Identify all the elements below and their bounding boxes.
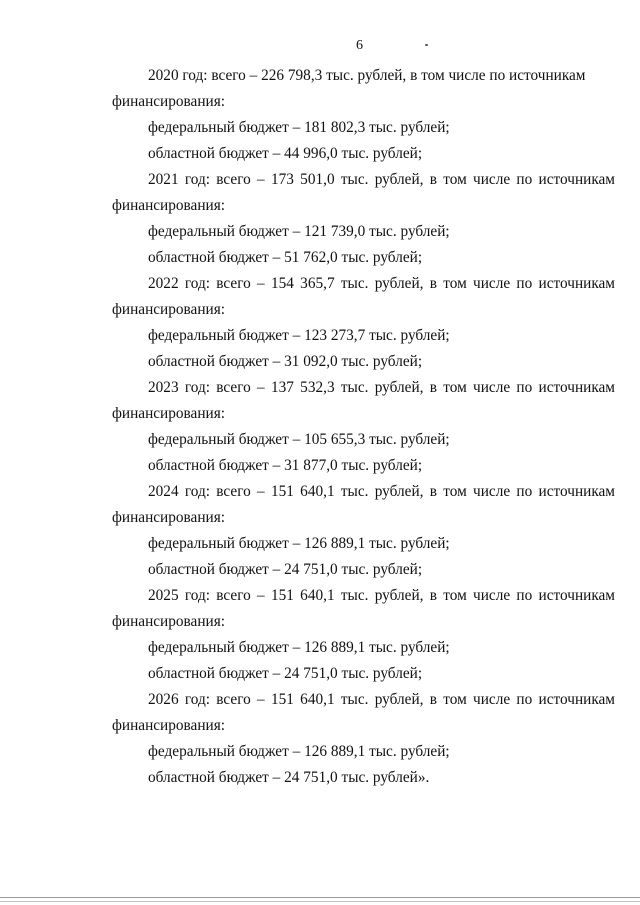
federal-budget-line: федеральный бюджет – 126 889,1 тыс. рублей; bbox=[148, 535, 450, 552]
regional-budget-line: областной бюджет – 31 877,0 тыс. рублей; bbox=[148, 457, 423, 474]
federal-budget-line: федеральный бюджет – 121 739,0 тыс. рублей; bbox=[148, 223, 450, 240]
year-headline: 2020 год: всего – 226 798,3 тыс. рублей, в том числе по источникам bbox=[148, 67, 586, 84]
year-headline: 2025 год: всего – 151 640,1 тыс. рублей, в том числе по источникам bbox=[148, 587, 615, 604]
funding-year-2023 bbox=[112, 375, 615, 479]
regional-budget-line: областной бюджет – 24 751,0 тыс. рублей; bbox=[148, 561, 423, 578]
year-continuation: финансирования: bbox=[112, 93, 226, 110]
federal-budget-line: федеральный бюджет – 105 655,3 тыс. рублей; bbox=[148, 431, 450, 448]
federal-budget-line: федеральный бюджет – 181 802,3 тыс. рублей; bbox=[148, 119, 450, 136]
funding-year-2024 bbox=[112, 479, 615, 583]
regional-budget-line: областной бюджет – 24 751,0 тыс. рублей; bbox=[148, 665, 423, 682]
page-number: 6 bbox=[356, 38, 363, 53]
year-headline: 2021 год: всего – 173 501,0 тыс. рублей, в том числе по источникам bbox=[148, 171, 615, 188]
federal-budget-line: федеральный бюджет – 123 273,7 тыс. рублей; bbox=[148, 327, 450, 344]
federal-budget-line: федеральный бюджет – 126 889,1 тыс. рублей; bbox=[148, 743, 450, 760]
page-bottom-edge bbox=[0, 897, 640, 898]
year-continuation: финансирования: bbox=[112, 405, 226, 422]
year-headline: 2023 год: всего – 137 532,3 тыс. рублей, в том числе по источникам bbox=[148, 379, 615, 396]
page-bottom-edge-shadow bbox=[0, 901, 640, 902]
year-headline: 2024 год: всего – 151 640,1 тыс. рублей, в том числе по источникам bbox=[148, 483, 615, 500]
funding-year-2020 bbox=[112, 63, 615, 167]
year-continuation: финансирования: bbox=[112, 613, 226, 630]
regional-budget-line: областной бюджет – 24 751,0 тыс. рублей». bbox=[148, 769, 430, 786]
federal-budget-line: федеральный бюджет – 126 889,1 тыс. рублей; bbox=[148, 639, 450, 656]
funding-text-block bbox=[112, 63, 615, 791]
funding-year-2021 bbox=[112, 167, 615, 271]
year-headline: 2026 год: всего – 151 640,1 тыс. рублей, в том числе по источникам bbox=[148, 691, 615, 708]
funding-year-2026 bbox=[112, 687, 615, 791]
scan-speck bbox=[425, 44, 428, 46]
funding-year-2022 bbox=[112, 271, 615, 375]
regional-budget-line: областной бюджет – 51 762,0 тыс. рублей; bbox=[148, 249, 423, 266]
year-continuation: финансирования: bbox=[112, 301, 226, 318]
regional-budget-line: областной бюджет – 31 092,0 тыс. рублей; bbox=[148, 353, 423, 370]
year-continuation: финансирования: bbox=[112, 197, 226, 214]
funding-year-2025 bbox=[112, 583, 615, 687]
year-headline: 2022 год: всего – 154 365,7 тыс. рублей, в том числе по источникам bbox=[148, 275, 615, 292]
regional-budget-line: областной бюджет – 44 996,0 тыс. рублей; bbox=[148, 145, 423, 162]
year-continuation: финансирования: bbox=[112, 509, 226, 526]
year-continuation: финансирования: bbox=[112, 717, 226, 734]
